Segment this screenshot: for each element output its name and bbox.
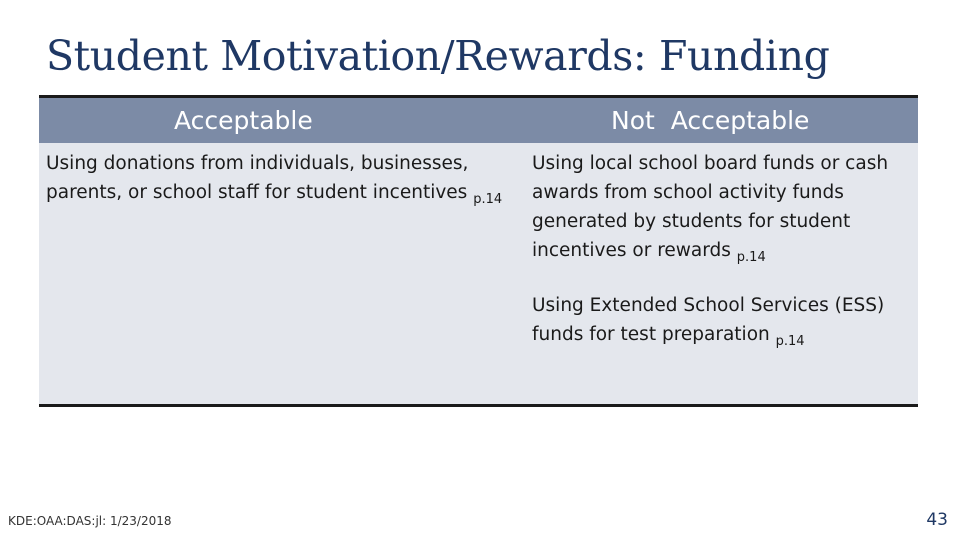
not-acceptable-item [532, 149, 918, 272]
slide-title: Student Motivation/Rewards: Funding [46, 32, 830, 80]
page-reference: p.14 [736, 250, 766, 265]
not-acceptable-item-text: Using local school board funds or cash awards from school activity funds generated by students for student incentives or rewards [532, 153, 889, 261]
table-body-row [39, 143, 918, 356]
not-acceptable-item-text: Using Extended School Services (ESS) funds for test preparation [532, 295, 885, 345]
page-number: 43 [926, 510, 948, 530]
page-reference: p.14 [473, 192, 503, 207]
not-acceptable-header: Not Acceptable [611, 106, 810, 135]
page-reference: p.14 [775, 334, 805, 349]
funding-table [39, 95, 918, 407]
acceptable-header: Acceptable [174, 106, 313, 135]
acceptable-item [46, 149, 532, 214]
footer-attribution: KDE:OAA:DAS:jl: 1/23/2018 [8, 514, 172, 528]
acceptable-item-text: Using donations from individuals, businesses, parents, or school staff for student incentives [46, 153, 474, 203]
acceptable-cell [39, 143, 532, 356]
not-acceptable-item [532, 291, 918, 356]
table-header-row [39, 98, 918, 143]
not-acceptable-cell [532, 143, 918, 356]
